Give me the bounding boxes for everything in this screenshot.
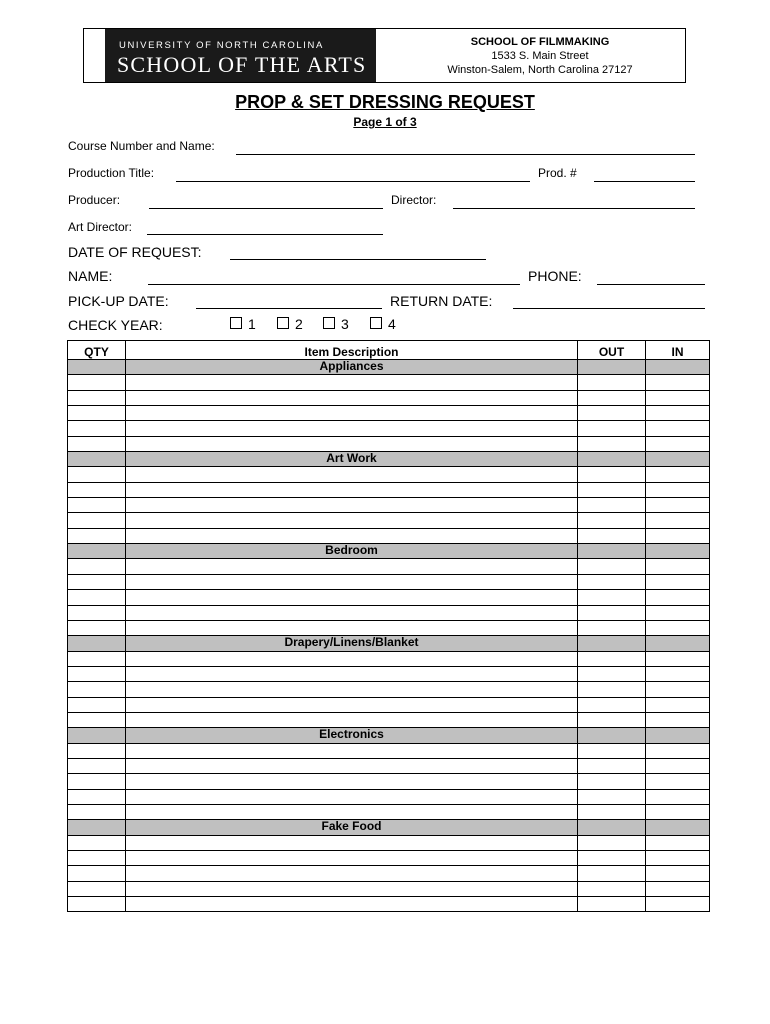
description-cell[interactable] (126, 498, 578, 513)
out-cell[interactable] (578, 866, 646, 881)
out-cell[interactable] (578, 697, 646, 712)
description-cell[interactable] (126, 482, 578, 497)
table-row (68, 835, 710, 850)
in-cell[interactable] (646, 682, 710, 697)
qty-cell[interactable] (68, 712, 126, 727)
in-cell[interactable] (646, 758, 710, 773)
category-cell (68, 452, 126, 467)
category-row (68, 728, 710, 743)
table-row (68, 897, 710, 912)
out-cell[interactable] (578, 467, 646, 482)
out-cell[interactable] (578, 605, 646, 620)
category-cell (646, 728, 710, 743)
year-3-label: 3 (341, 316, 349, 332)
category-cell (68, 360, 126, 375)
table-row (68, 697, 710, 712)
table-row (68, 605, 710, 620)
in-cell[interactable] (646, 712, 710, 727)
description-cell[interactable] (126, 835, 578, 850)
qty-cell[interactable] (68, 467, 126, 482)
out-cell[interactable] (578, 789, 646, 804)
in-cell[interactable] (646, 651, 710, 666)
category-name: Electronics (126, 728, 578, 743)
qty-cell[interactable] (68, 682, 126, 697)
out-cell[interactable] (578, 651, 646, 666)
qty-cell[interactable] (68, 421, 126, 436)
table-row (68, 498, 710, 513)
in-cell[interactable] (646, 835, 710, 850)
name-label: NAME: (68, 268, 113, 284)
return-date-label: RETURN DATE: (390, 293, 493, 309)
description-cell[interactable] (126, 774, 578, 789)
out-cell[interactable] (578, 590, 646, 605)
category-cell (68, 636, 126, 651)
category-row (68, 636, 710, 651)
qty-cell[interactable] (68, 866, 126, 881)
in-cell[interactable] (646, 406, 710, 421)
category-name: Fake Food (126, 820, 578, 835)
in-cell[interactable] (646, 866, 710, 881)
prod-number-field[interactable] (594, 181, 695, 182)
out-cell[interactable] (578, 390, 646, 405)
in-cell[interactable] (646, 590, 710, 605)
category-cell (578, 820, 646, 835)
course-field[interactable] (236, 154, 695, 155)
description-cell[interactable] (126, 789, 578, 804)
table-row (68, 482, 710, 497)
in-cell[interactable] (646, 697, 710, 712)
in-cell[interactable] (646, 421, 710, 436)
category-cell (646, 360, 710, 375)
description-cell[interactable] (126, 866, 578, 881)
description-cell[interactable] (126, 375, 578, 390)
in-cell[interactable] (646, 559, 710, 574)
out-cell[interactable] (578, 513, 646, 528)
category-name: Bedroom (126, 544, 578, 559)
table-row (68, 774, 710, 789)
city-address: Winston-Salem, North Carolina 27127 (447, 64, 633, 76)
table-row (68, 666, 710, 681)
in-cell[interactable] (646, 390, 710, 405)
table-row (68, 375, 710, 390)
in-header: IN (646, 341, 710, 360)
category-cell (646, 544, 710, 559)
description-cell[interactable] (126, 421, 578, 436)
out-cell[interactable] (578, 804, 646, 819)
director-field[interactable] (453, 208, 695, 209)
category-row (68, 820, 710, 835)
category-cell (578, 728, 646, 743)
check-year-label: CHECK YEAR: (68, 317, 163, 333)
category-row (68, 360, 710, 375)
description-cell[interactable] (126, 682, 578, 697)
qty-cell[interactable] (68, 697, 126, 712)
producer-field[interactable] (149, 208, 383, 209)
out-cell[interactable] (578, 375, 646, 390)
qty-cell[interactable] (68, 375, 126, 390)
in-cell[interactable] (646, 774, 710, 789)
logo-school-name: SCHOOL OF THE ARTS (117, 52, 367, 77)
category-cell (646, 636, 710, 651)
in-cell[interactable] (646, 375, 710, 390)
table-row (68, 467, 710, 482)
out-cell[interactable] (578, 620, 646, 635)
table-row (68, 559, 710, 574)
return-date-field[interactable] (513, 308, 705, 309)
form-title: PROP & SET DRESSING REQUEST (235, 92, 535, 112)
qty-cell[interactable] (68, 774, 126, 789)
page-number: Page 1 of 3 (353, 115, 417, 129)
in-cell[interactable] (646, 666, 710, 681)
qty-cell[interactable] (68, 835, 126, 850)
qty-cell[interactable] (68, 804, 126, 819)
qty-cell[interactable] (68, 666, 126, 681)
description-cell[interactable] (126, 881, 578, 896)
table-row (68, 682, 710, 697)
qty-cell[interactable] (68, 406, 126, 421)
in-cell[interactable] (646, 436, 710, 451)
in-cell[interactable] (646, 605, 710, 620)
table-row (68, 651, 710, 666)
description-cell[interactable] (126, 758, 578, 773)
table-row (68, 528, 710, 543)
qty-cell[interactable] (68, 897, 126, 912)
out-cell[interactable] (578, 574, 646, 589)
description-cell[interactable] (126, 559, 578, 574)
table-row (68, 743, 710, 758)
out-cell[interactable] (578, 482, 646, 497)
in-cell[interactable] (646, 574, 710, 589)
year-4-label: 4 (388, 316, 396, 332)
category-row (68, 452, 710, 467)
qty-cell[interactable] (68, 390, 126, 405)
in-cell[interactable] (646, 513, 710, 528)
department-name: SCHOOL OF FILMMAKING (470, 36, 610, 48)
qty-cell[interactable] (68, 513, 126, 528)
qty-header: QTY (68, 341, 126, 360)
qty-cell[interactable] (68, 574, 126, 589)
category-cell (578, 360, 646, 375)
table-row (68, 789, 710, 804)
description-cell[interactable] (126, 712, 578, 727)
table-row (68, 436, 710, 451)
items-table (67, 340, 710, 912)
in-cell[interactable] (646, 498, 710, 513)
out-cell[interactable] (578, 682, 646, 697)
qty-cell[interactable] (68, 851, 126, 866)
category-name: Drapery/Linens/Blanket (126, 636, 578, 651)
category-name: Art Work (126, 452, 578, 467)
year-2-label: 2 (295, 316, 303, 332)
table-row (68, 866, 710, 881)
qty-cell[interactable] (68, 482, 126, 497)
in-cell[interactable] (646, 743, 710, 758)
out-cell[interactable] (578, 851, 646, 866)
description-cell[interactable] (126, 467, 578, 482)
street-address: 1533 S. Main Street (491, 50, 589, 62)
out-cell[interactable] (578, 498, 646, 513)
table-row (68, 620, 710, 635)
description-cell[interactable] (126, 574, 578, 589)
qty-cell[interactable] (68, 436, 126, 451)
logo-university: UNIVERSITY OF NORTH CAROLINA (119, 40, 324, 51)
qty-cell[interactable] (68, 528, 126, 543)
description-cell[interactable] (126, 620, 578, 635)
qty-cell[interactable] (68, 605, 126, 620)
out-cell[interactable] (578, 528, 646, 543)
course-label: Course Number and Name: (68, 139, 215, 153)
out-cell[interactable] (578, 712, 646, 727)
art-director-label: Art Director: (68, 220, 133, 234)
table-row (68, 513, 710, 528)
qty-cell[interactable] (68, 590, 126, 605)
in-cell[interactable] (646, 528, 710, 543)
out-cell[interactable] (578, 436, 646, 451)
qty-cell[interactable] (68, 620, 126, 635)
year-1-checkbox[interactable] (230, 317, 242, 329)
year-2-checkbox[interactable] (277, 317, 289, 329)
table-row (68, 590, 710, 605)
category-cell (646, 452, 710, 467)
prod-number-label: Prod. # (538, 166, 577, 180)
category-cell (578, 636, 646, 651)
category-cell (68, 544, 126, 559)
out-cell[interactable] (578, 835, 646, 850)
table-row (68, 851, 710, 866)
description-cell[interactable] (126, 605, 578, 620)
category-cell (68, 728, 126, 743)
out-cell[interactable] (578, 881, 646, 896)
table-row (68, 574, 710, 589)
phone-label: PHONE: (528, 268, 582, 284)
description-cell[interactable] (126, 697, 578, 712)
category-cell (68, 820, 126, 835)
date-of-request-field[interactable] (230, 259, 486, 260)
in-cell[interactable] (646, 467, 710, 482)
director-label: Director: (391, 193, 437, 207)
in-cell[interactable] (646, 804, 710, 819)
description-cell[interactable] (126, 513, 578, 528)
category-row (68, 544, 710, 559)
qty-cell[interactable] (68, 559, 126, 574)
table-row (68, 390, 710, 405)
description-cell[interactable] (126, 666, 578, 681)
description-cell[interactable] (126, 436, 578, 451)
school-logo (105, 29, 376, 82)
out-cell[interactable] (578, 666, 646, 681)
name-field[interactable] (148, 284, 520, 285)
description-header: Item Description (126, 341, 578, 360)
production-title-label: Production Title: (68, 166, 155, 180)
art-director-field[interactable] (147, 234, 383, 235)
table-row (68, 406, 710, 421)
out-cell[interactable] (578, 758, 646, 773)
category-name: Appliances (126, 360, 578, 375)
table-row (68, 881, 710, 896)
out-header: OUT (578, 341, 646, 360)
qty-cell[interactable] (68, 498, 126, 513)
out-cell[interactable] (578, 743, 646, 758)
qty-cell[interactable] (68, 743, 126, 758)
in-cell[interactable] (646, 620, 710, 635)
description-cell[interactable] (126, 406, 578, 421)
items-body (68, 360, 710, 912)
year-1-label: 1 (248, 316, 256, 332)
year-3-checkbox[interactable] (323, 317, 335, 329)
description-cell[interactable] (126, 743, 578, 758)
date-of-request-label: DATE OF REQUEST: (68, 244, 202, 260)
year-4-checkbox[interactable] (370, 317, 382, 329)
table-row (68, 804, 710, 819)
out-cell[interactable] (578, 897, 646, 912)
producer-label: Producer: (68, 193, 121, 207)
description-cell[interactable] (126, 390, 578, 405)
in-cell[interactable] (646, 789, 710, 804)
table-row (68, 758, 710, 773)
in-cell[interactable] (646, 897, 710, 912)
pickup-date-field[interactable] (196, 308, 382, 309)
description-cell[interactable] (126, 897, 578, 912)
in-cell[interactable] (646, 881, 710, 896)
table-row (68, 421, 710, 436)
category-cell (578, 452, 646, 467)
qty-cell[interactable] (68, 651, 126, 666)
production-title-field[interactable] (176, 181, 530, 182)
table-row (68, 712, 710, 727)
category-cell (646, 820, 710, 835)
qty-cell[interactable] (68, 881, 126, 896)
description-cell[interactable] (126, 804, 578, 819)
out-cell[interactable] (578, 774, 646, 789)
description-cell[interactable] (126, 851, 578, 866)
description-cell[interactable] (126, 651, 578, 666)
out-cell[interactable] (578, 406, 646, 421)
out-cell[interactable] (578, 421, 646, 436)
qty-cell[interactable] (68, 789, 126, 804)
in-cell[interactable] (646, 851, 710, 866)
in-cell[interactable] (646, 482, 710, 497)
out-cell[interactable] (578, 559, 646, 574)
qty-cell[interactable] (68, 758, 126, 773)
description-cell[interactable] (126, 528, 578, 543)
pickup-date-label: PICK-UP DATE: (68, 293, 169, 309)
phone-field[interactable] (597, 284, 705, 285)
category-cell (578, 544, 646, 559)
description-cell[interactable] (126, 590, 578, 605)
